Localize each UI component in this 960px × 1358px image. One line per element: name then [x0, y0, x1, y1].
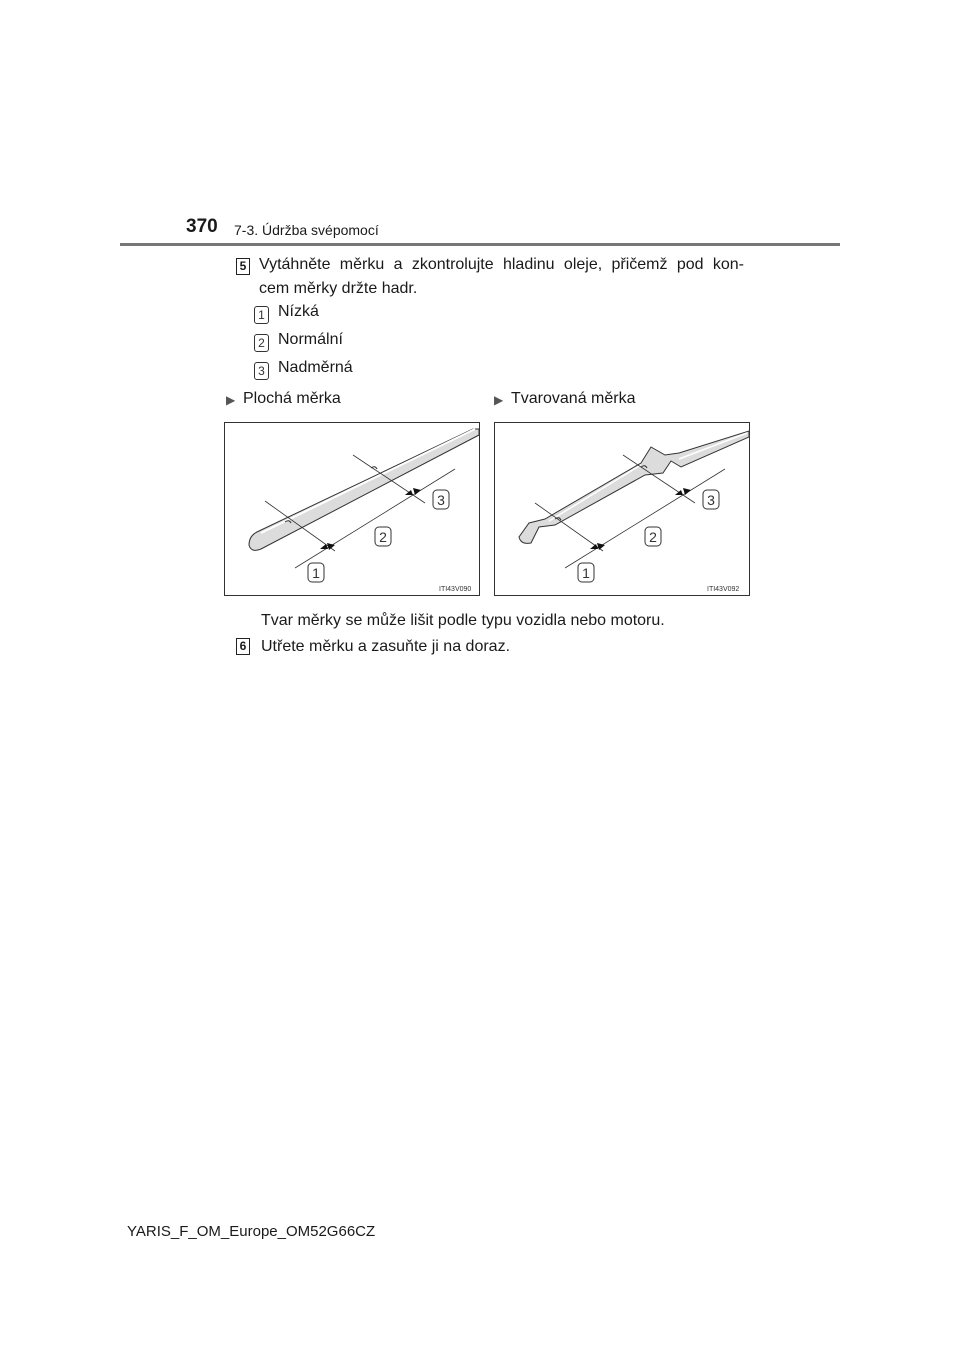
callout-2-label: 2	[379, 529, 387, 545]
figure-shaped-dipstick	[494, 422, 750, 596]
callout-3-label: 3	[707, 492, 715, 508]
figure-title-flat: Plochá měrka	[243, 390, 341, 407]
triangle-right-icon: ▶	[226, 393, 236, 407]
figure-flat-dipstick	[224, 422, 480, 596]
item-number-3: 3	[254, 362, 269, 380]
callout-3-label: 3	[437, 492, 445, 508]
figure-title-shaped: Tvarovaná měrka	[511, 390, 636, 407]
footer-doc-id: YARIS_F_OM_Europe_OM52G66CZ	[127, 1223, 376, 1240]
item-number-1: 1	[254, 306, 269, 324]
shaped-dipstick-illustration	[495, 423, 749, 595]
section-title: 7-3. Údržba svépomocí	[234, 222, 379, 238]
item-label-low: Nízká	[278, 303, 319, 320]
flat-dipstick-illustration	[225, 423, 479, 595]
item-number-2: 2	[254, 334, 269, 352]
page-number: 370	[186, 216, 218, 237]
figure-code-shaped: ITI43V092	[707, 586, 740, 593]
callout-2-label: 2	[649, 529, 657, 545]
step-badge-5: 5	[236, 258, 250, 275]
step-5-text-line1: Vytáhněte měrku a zkontrolujte hladinu oleje, přičemž pod kon-	[259, 256, 744, 273]
note-text: Tvar měrky se může lišit podle typu vozidla nebo motoru.	[261, 612, 665, 629]
triangle-right-icon: ▶	[494, 393, 504, 407]
header-rule	[120, 243, 840, 246]
figure-code-flat: ITI43V090	[439, 586, 472, 593]
step-5-text-line2: cem měrky držte hadr.	[259, 280, 418, 297]
item-label-excessive: Nadměrná	[278, 359, 353, 376]
callout-1-label: 1	[582, 565, 590, 581]
item-label-normal: Normální	[278, 331, 343, 348]
step-5-text	[259, 253, 744, 301]
callout-1-label: 1	[312, 565, 320, 581]
step-badge-6: 6	[236, 638, 250, 655]
step-6-text: Utřete měrku a zasuňte ji na doraz.	[261, 638, 511, 655]
